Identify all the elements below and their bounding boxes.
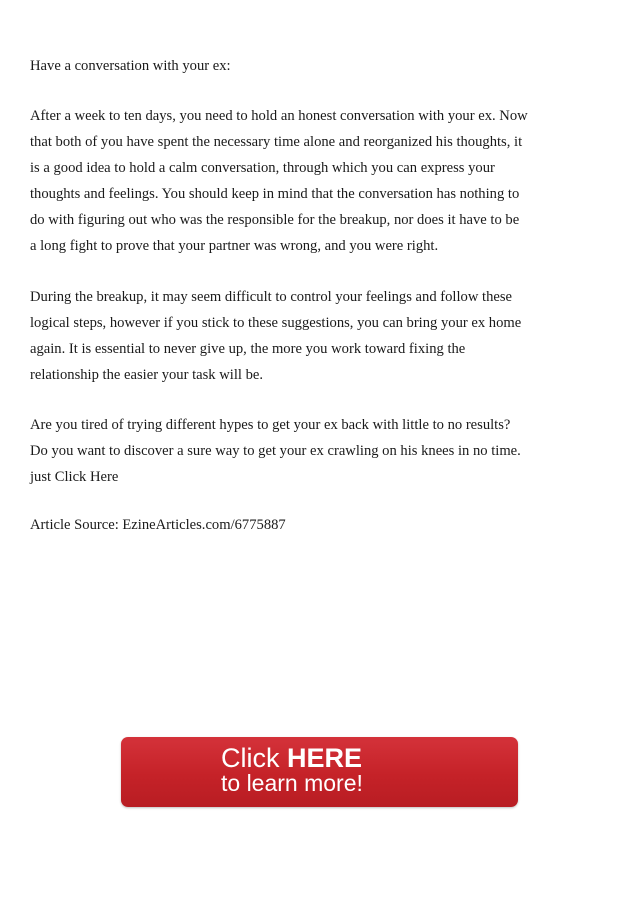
click-here-button[interactable]	[121, 737, 518, 807]
paragraph-line: logical steps, however if you stick to these suggestions, you can bring your ex home	[30, 315, 522, 331]
paragraph-1	[30, 103, 605, 259]
paragraph-line: relationship the easier your task will be.	[30, 367, 264, 383]
click-here-link-text[interactable]: just Click Here	[30, 469, 119, 485]
article-source	[30, 512, 605, 538]
cta-here-word: HERE	[287, 743, 363, 773]
paragraph-line: again. It is essential to never give up, the more you work toward fixing the	[30, 341, 466, 357]
article-source-text: Article Source: EzineArticles.com/6775887	[30, 517, 286, 533]
paragraph-line: After a week to ten days, you need to hold an honest conversation with your ex. Now	[30, 108, 528, 124]
cta-line-2: to learn more!	[221, 770, 363, 796]
paragraph-line: that both of you have spent the necessary time alone and reorganized his thoughts, it	[30, 134, 523, 150]
paragraph-line: do with figuring out who was the responsible for the breakup, nor does it have to be	[30, 212, 520, 228]
section-heading	[30, 53, 605, 79]
cta-click-word: Click	[221, 743, 287, 773]
paragraph-line: is a good idea to hold a calm conversation, through which you can express your	[30, 160, 495, 176]
paragraph-3	[30, 412, 605, 490]
paragraph-line: a long fight to prove that your partner was wrong, and you were right.	[30, 238, 439, 254]
paragraph-line: thoughts and feelings. You should keep in mind that the conversation has nothing to	[30, 186, 520, 202]
heading-text: Have a conversation with your ex:	[30, 58, 231, 74]
paragraph-2	[30, 284, 605, 388]
paragraph-line: Do you want to discover a sure way to get your ex crawling on his knees in no time.	[30, 443, 521, 459]
paragraph-line: During the breakup, it may seem difficult to control your feelings and follow these	[30, 289, 513, 305]
paragraph-line: Are you tired of trying different hypes to get your ex back with little to no results?	[30, 417, 511, 433]
